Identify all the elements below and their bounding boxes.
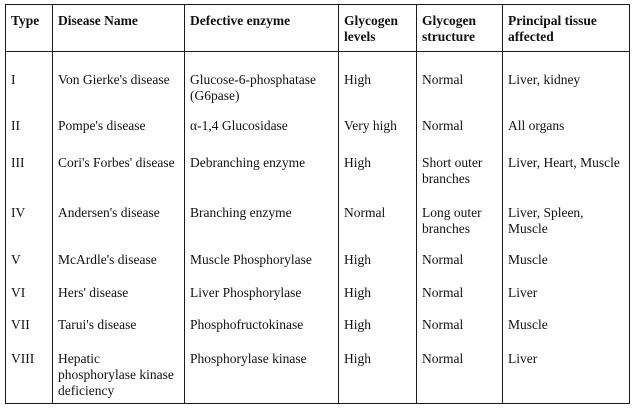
cell-glycogen-levels: Very high (339, 108, 417, 146)
cell-glycogen-structure: Short outer branches (417, 145, 503, 194)
header-glycogen-structure: Glycogen structure (417, 5, 503, 52)
table-row (6, 275, 630, 307)
cell-type: V (6, 242, 53, 275)
cell-principal-tissue: Muscle (503, 307, 630, 340)
cell-glycogen-structure: Normal (417, 307, 503, 340)
cell-principal-tissue: Liver, kidney (503, 52, 630, 108)
cell-disease-name: Andersen's disease (53, 195, 185, 242)
cell-defective-enzyme: α-1,4 Glucosidase (185, 108, 339, 146)
cell-glycogen-levels: High (339, 341, 417, 404)
cell-type: II (6, 108, 53, 146)
cell-type: I (6, 52, 53, 108)
cell-defective-enzyme: Branching enzyme (185, 195, 339, 242)
cell-glycogen-levels: High (339, 275, 417, 307)
cell-glycogen-structure: Normal (417, 341, 503, 404)
cell-principal-tissue: Liver (503, 341, 630, 404)
cell-glycogen-levels: Normal (339, 195, 417, 242)
cell-disease-name: Cori's Forbes' disease (53, 145, 185, 194)
header-principal-tissue: Principal tissue affected (503, 5, 630, 52)
cell-disease-name: Pompe's disease (53, 108, 185, 146)
cell-glycogen-levels: High (339, 52, 417, 108)
table-row (6, 52, 630, 108)
table-row (6, 341, 630, 404)
cell-defective-enzyme: Debranching enzyme (185, 145, 339, 194)
cell-disease-name: Hepatic phosphorylase kinase deficiency (53, 341, 185, 404)
table-row (6, 307, 630, 340)
cell-type: VII (6, 307, 53, 340)
cell-principal-tissue: Muscle (503, 242, 630, 275)
header-defective-enzyme: Defective enzyme (185, 5, 339, 52)
cell-glycogen-structure: Normal (417, 52, 503, 108)
cell-disease-name: Von Gierke's disease (53, 52, 185, 108)
header-type: Type (6, 5, 53, 52)
table-row (6, 195, 630, 242)
cell-defective-enzyme: Phosphorylase kinase (185, 341, 339, 404)
cell-type: III (6, 145, 53, 194)
cell-disease-name: Hers' disease (53, 275, 185, 307)
cell-principal-tissue: All organs (503, 108, 630, 146)
cell-defective-enzyme: Liver Phosphorylase (185, 275, 339, 307)
cell-defective-enzyme: Muscle Phosphorylase (185, 242, 339, 275)
glycogen-storage-diseases-table (5, 4, 630, 404)
cell-type: VIII (6, 341, 53, 404)
cell-principal-tissue: Liver, Spleen, Muscle (503, 195, 630, 242)
table-row (6, 145, 630, 194)
cell-glycogen-levels: High (339, 145, 417, 194)
header-glycogen-levels: Glycogen levels (339, 5, 417, 52)
table-row (6, 108, 630, 146)
glycogen-storage-table-container (5, 4, 629, 404)
cell-principal-tissue: Liver, Heart, Muscle (503, 145, 630, 194)
table-header-row (6, 5, 630, 52)
cell-type: VI (6, 275, 53, 307)
cell-glycogen-structure: Normal (417, 242, 503, 275)
cell-type: IV (6, 195, 53, 242)
cell-defective-enzyme: Glucose-6-phosphatase (G6pase) (185, 52, 339, 108)
header-disease-name: Disease Name (53, 5, 185, 52)
cell-glycogen-structure: Normal (417, 275, 503, 307)
cell-glycogen-levels: High (339, 307, 417, 340)
cell-principal-tissue: Liver (503, 275, 630, 307)
cell-glycogen-levels: High (339, 242, 417, 275)
cell-disease-name: Tarui's disease (53, 307, 185, 340)
table-row (6, 242, 630, 275)
cell-glycogen-structure: Long outer branches (417, 195, 503, 242)
cell-defective-enzyme: Phosphofructokinase (185, 307, 339, 340)
cell-disease-name: McArdle's disease (53, 242, 185, 275)
cell-glycogen-structure: Normal (417, 108, 503, 146)
